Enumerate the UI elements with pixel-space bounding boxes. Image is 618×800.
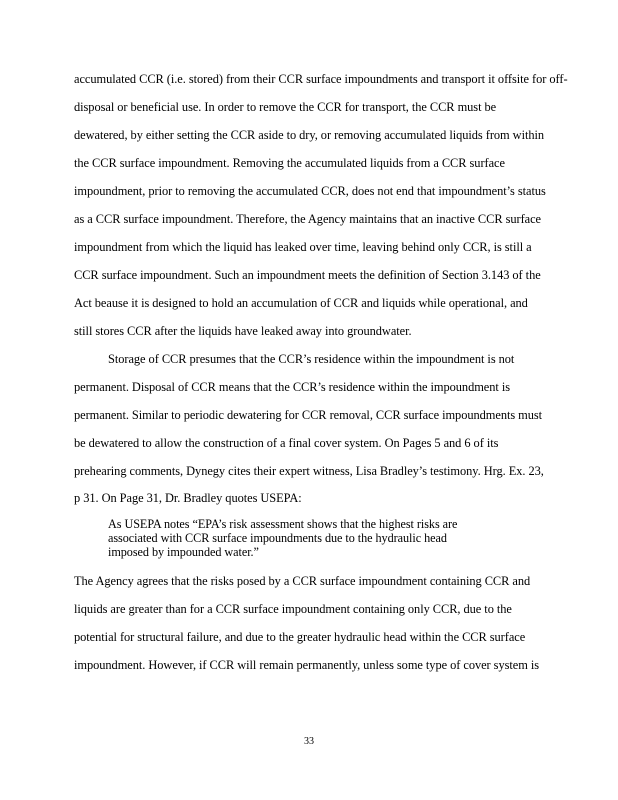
text-line: as a CCR surface impoundment. Therefore, the Agency maintains that an inactive CCR surface <box>74 212 542 226</box>
text-line: liquids are greater than for a CCR surface impoundment containing only CCR, due to the <box>74 602 512 616</box>
block-quote-line: imposed by impounded water.” <box>108 545 259 559</box>
text-line: accumulated CCR (i.e. stored) from their CCR surface impoundments and transport it offsite for off- <box>74 72 568 86</box>
text-line: potential for structural failure, and due to the greater hydraulic head within the CCR surface <box>74 630 526 644</box>
text-line: dewatered, by either setting the CCR aside to dry, or removing accumulated liquids from within <box>74 128 545 142</box>
text-line: disposal or beneficial use. In order to remove the CCR for transport, the CCR must be <box>74 100 497 114</box>
text-line: impoundment from which the liquid has leaked over time, leaving behind only CCR, is still a <box>74 240 532 254</box>
text-line: Act beause it is designed to hold an accumulation of CCR and liquids while operational, and <box>74 296 528 310</box>
text-line: impoundment, prior to removing the accumulated CCR, does not end that impoundment’s status <box>74 184 546 198</box>
block-quote-line: As USEPA notes “EPA’s risk assessment shows that the highest risks are <box>108 517 458 531</box>
text-line: p 31. On Page 31, Dr. Bradley quotes USEPA: <box>74 491 302 505</box>
text-line: The Agency agrees that the risks posed by a CCR surface impoundment containing CCR and <box>74 574 531 588</box>
text-line: CCR surface impoundment. Such an impoundment meets the definition of Section 3.143 of the <box>74 268 541 282</box>
page-number: 33 <box>304 736 314 747</box>
block-quote-line: associated with CCR surface impoundments due to the hydraulic head <box>108 531 447 545</box>
text-line: permanent. Similar to periodic dewatering for CCR removal, CCR surface impoundments must <box>74 408 543 422</box>
text-line: permanent. Disposal of CCR means that the CCR’s residence within the impoundment is <box>74 380 511 394</box>
text-line: be dewatered to allow the construction of a final cover system. On Pages 5 and 6 of its <box>74 436 499 450</box>
text-line: impoundment. However, if CCR will remain permanently, unless some type of cover system is <box>74 658 540 672</box>
text-line: the CCR surface impoundment. Removing the accumulated liquids from a CCR surface <box>74 156 505 170</box>
text-line: still stores CCR after the liquids have leaked away into groundwater. <box>74 324 412 338</box>
text-line: prehearing comments, Dynegy cites their expert witness, Lisa Bradley’s testimony. Hrg. Ex. 23, <box>74 464 544 478</box>
text-line: Storage of CCR presumes that the CCR’s residence within the impoundment is not <box>108 352 515 366</box>
